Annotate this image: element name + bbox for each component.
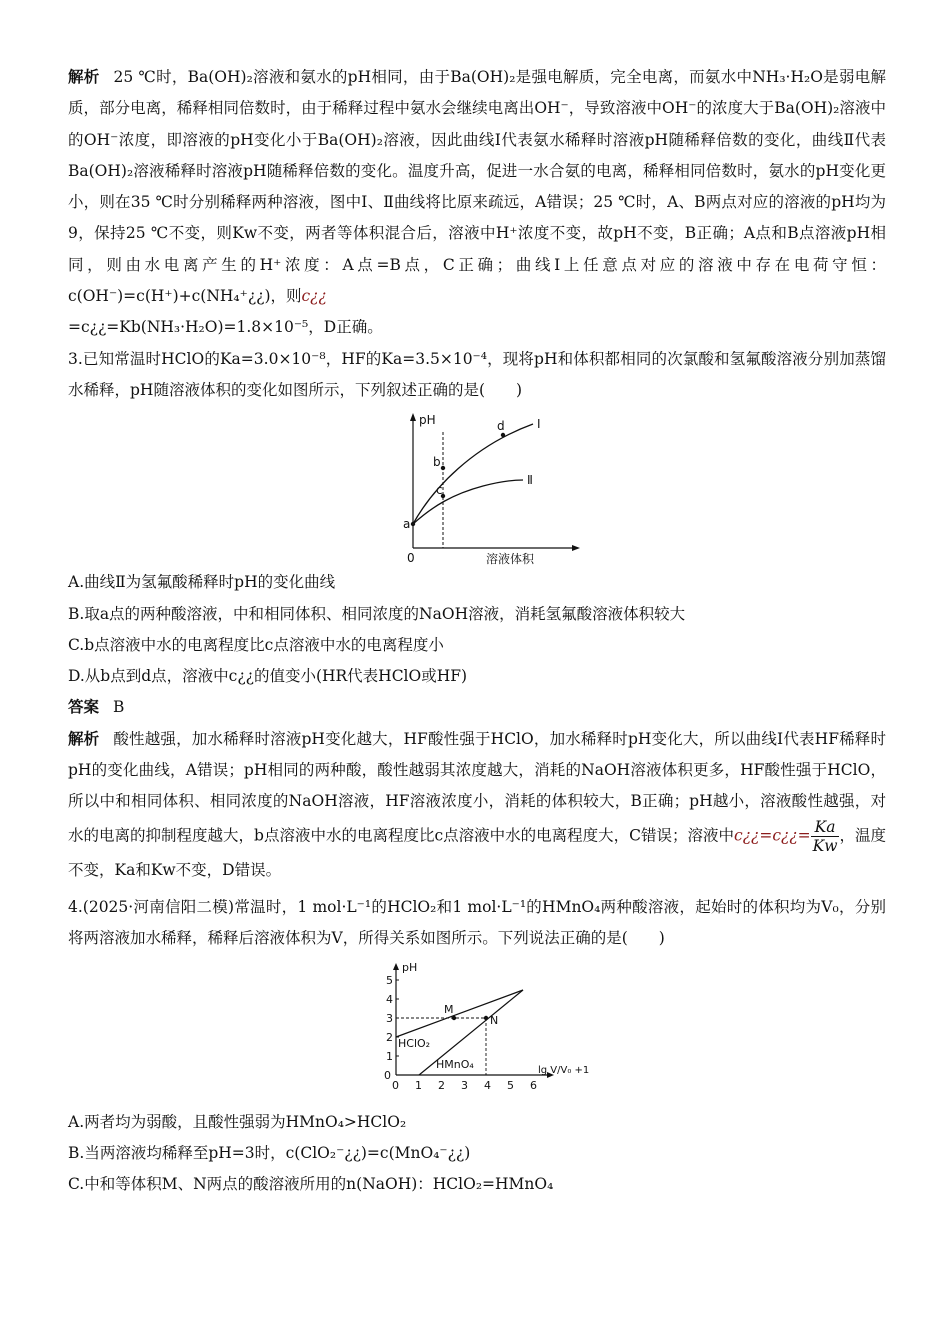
origin-label: 0 bbox=[407, 551, 415, 566]
q2-analysis-paragraph bbox=[68, 62, 886, 344]
y-tick-0: 0 bbox=[384, 1068, 391, 1082]
q3-stem: 3.已知常温时HClO的Ka=3.0×10⁻⁸，HF的Ka=3.5×10⁻⁴，现将pH和体积都相同的次氯酸和氢氟酸溶液分别加蒸馏水稀释，pH随溶液体积的变化如图所示，下列叙述正确的是( ) bbox=[68, 349, 886, 399]
y-tick-5: 5 bbox=[386, 973, 393, 987]
q2-analysis-garbled: c¿¿ bbox=[301, 287, 327, 306]
curve-I-label: Ⅰ bbox=[537, 417, 541, 432]
point-a bbox=[411, 522, 415, 526]
point-n bbox=[484, 1015, 488, 1019]
x-origin-label: 0 bbox=[392, 1078, 399, 1092]
x-axis-arrow bbox=[572, 545, 580, 551]
q3-analysis-end: ，温度不变，Ka和Kw不变，D错误。 bbox=[68, 826, 886, 879]
x-tick-6: 6 bbox=[530, 1078, 537, 1092]
point-m-label: M bbox=[444, 1002, 454, 1016]
y-tick-3: 3 bbox=[386, 1011, 393, 1025]
y-axis-label: pH bbox=[402, 960, 418, 974]
q3-option-c: C.b点溶液中水的电离程度比c点溶液中水的电离程度小 bbox=[68, 635, 444, 654]
x-tick-4: 4 bbox=[484, 1078, 491, 1092]
q3-option-d: D.从b点到d点，溶液中c¿¿的值变小(HR代表HClO或HF) bbox=[68, 667, 468, 686]
point-n-label: N bbox=[490, 1013, 499, 1027]
q3-analysis-text: 酸性越强，加水稀释时溶液pH变化越大，HF酸性强于HClO，加水稀释时pH变化大，所以曲线Ⅰ代表HF稀释时pH的变化曲线，A错误；pH相同的两种酸，酸性越弱其浓度越大，消耗的NaOH溶液体积更多，HF酸性强于HClO，所以中和相同体积、相同浓度的NaOH溶液，HF溶液浓度小，消耗的体积较大，B正确；pH越小，溶液酸性越强，对水的电离的抑制程度越大，b点溶液中水的电离程度比c点溶液中水的电离程度大，C错误；溶液中 bbox=[68, 729, 886, 845]
y-axis-arrow bbox=[393, 963, 399, 970]
q3-option-b: B.取a点的两种酸溶液，中和相同体积、相同浓度的NaOH溶液，消耗氢氟酸溶液体积较大 bbox=[68, 604, 686, 623]
point-b-label: b bbox=[433, 455, 441, 470]
fraction-denominator: Kw bbox=[812, 836, 838, 855]
x-axis-label: lg V/V₀ +1 bbox=[538, 1064, 590, 1076]
q4-ph-dilution-figure bbox=[378, 960, 590, 1101]
answer-label: 答案 bbox=[68, 698, 100, 717]
q4-option-a: A.两者均为弱酸，且酸性强弱为HMnO₄>HClO₂ bbox=[68, 1112, 407, 1131]
q3-ph-dilution-figure bbox=[393, 410, 583, 565]
point-d bbox=[501, 433, 505, 437]
point-d-label: d bbox=[497, 419, 505, 434]
x-tick-1: 1 bbox=[415, 1078, 422, 1092]
q4-option-c: C.中和等体积M、N两点的酸溶液所用的n(NaOH)：HClO₂=HMnO₄ bbox=[68, 1175, 554, 1194]
q3-analysis-garbled: c¿¿=c¿¿= bbox=[734, 826, 811, 845]
y-axis-label: pH bbox=[419, 413, 436, 428]
x-tick-2: 2 bbox=[438, 1078, 445, 1092]
y-axis-arrow bbox=[410, 413, 416, 421]
curve-II-label: Ⅱ bbox=[527, 473, 533, 488]
y-tick-4: 4 bbox=[386, 992, 393, 1006]
q3-option-a: A.曲线Ⅱ为氢氟酸稀释时pH的变化曲线 bbox=[68, 573, 336, 592]
q4-stem: 4.(2025·河南信阳二模)常温时，1 mol·L⁻¹的HClO₂和1 mol·L⁻¹的HMnO₄两种酸溶液，起始时的体积均为V₀，分别将两溶液加水稀释，稀释后溶液体积为V，所得关系如图所示。下列说法正确的是( ) bbox=[68, 897, 886, 948]
analysis-label: 解析 bbox=[68, 68, 100, 86]
x-tick-3: 3 bbox=[461, 1078, 468, 1092]
q3-answer bbox=[68, 692, 886, 723]
hmno4-label: HMnO₄ bbox=[436, 1057, 474, 1071]
x-tick-5: 5 bbox=[507, 1078, 514, 1092]
analysis-label-2: 解析 bbox=[68, 729, 100, 748]
document-page bbox=[68, 62, 886, 1200]
q2-analysis-end: =c¿¿=Kb(NH₃·H₂O)=1.8×10⁻⁵，D正确。 bbox=[68, 318, 383, 337]
x-axis-label: 溶液体积 bbox=[486, 552, 535, 567]
point-b bbox=[441, 466, 445, 470]
fraction-numerator: Ka bbox=[811, 818, 840, 837]
y-tick-1: 1 bbox=[386, 1049, 393, 1063]
point-a-label: a bbox=[403, 517, 411, 532]
hclo2-line bbox=[396, 990, 523, 1037]
hclo2-label: HClO₂ bbox=[398, 1036, 431, 1050]
q2-analysis-text: 25 ℃时，Ba(OH)₂溶液和氨水的pH相同，由于Ba(OH)₂是强电解质，完全电离，而氨水中NH₃·H₂O是弱电解质，部分电离，稀释相同倍数时，由于稀释过程中氨水会继续电离出OH⁻，导致溶液中OH⁻的浓度大于Ba(OH)₂溶液中的OH⁻浓度，即溶液的pH变化小于Ba(OH)₂溶液，因此曲线Ⅰ代表氨水稀释时溶液pH随稀释倍数的变化，曲线Ⅱ代表Ba(OH)₂溶液稀释时溶液pH随稀释倍数的变化。温度升高，促进一水合氨的电离，稀释相同倍数时，氨水的pH变化更小，则在35 ℃时分别稀释两种溶液，图中Ⅰ、Ⅱ曲线将比原来疏远，A错误；25 ℃时，A、B两点对应的溶液的pH均为9，保持25 ℃不变，则Kw不变，两者等体积混合后，溶液中H⁺浓度不变，故pH不变，B正确；A点和B点溶液pH相同，则由水电离产生的H⁺浓度：A点=B点，C正确；曲线Ⅰ上任意点对应的溶液中存在电荷守恒：c(OH⁻)=c(H⁺)+c(NH₄⁺¿¿)，则 bbox=[68, 68, 886, 306]
point-c-label: c bbox=[436, 483, 443, 498]
q3-analysis-paragraph bbox=[68, 724, 886, 886]
q3-answer-value: B bbox=[113, 698, 125, 717]
curve-II bbox=[413, 480, 523, 524]
point-m bbox=[452, 1015, 456, 1019]
y-tick-2: 2 bbox=[386, 1030, 393, 1044]
q4-option-b: B.当两溶液均稀释至pH=3时，c(ClO₂⁻¿¿)=c(MnO₄⁻¿¿) bbox=[68, 1143, 471, 1162]
ka-over-kw-fraction bbox=[811, 818, 840, 855]
